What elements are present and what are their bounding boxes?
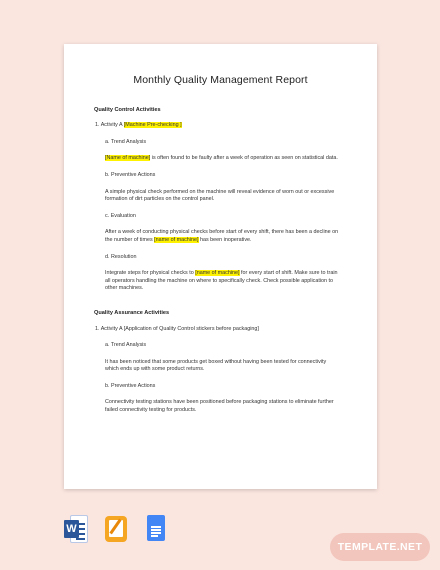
qa-trend-label: a. Trend Analysis (105, 342, 147, 349)
qc-resolution-text (94, 270, 347, 293)
qc-resolution-label: d. Resolution (105, 253, 137, 260)
placeholder-highlight: [Machine Pre-checking ] (123, 122, 182, 129)
section-heading-qc: Quality Control Activities (94, 106, 161, 113)
document-page (64, 44, 377, 489)
qc-resolution-body-b: for every start of shift. Make sure to train all operators handling the machine on where to specifically check. Check possible application to other machines. (105, 270, 338, 292)
section-heading-qa: Quality Assurance Activities (94, 309, 170, 316)
qc-evaluation-label: c. Evaluation (105, 212, 136, 219)
google-docs-icon[interactable] (144, 515, 168, 543)
qa-preventive-text: Connectivity testing stations have been positioned before packaging stations to eliminate further failed connectivity testing for products. (105, 399, 334, 414)
placeholder-highlight: [Name of machine] (105, 155, 151, 162)
qc-trend-text (94, 155, 347, 163)
qc-trend-body: is often found to be faulty after a week of operation as seen on statistical data. (150, 155, 338, 162)
qa-preventive-label: b. Preventive Actions (105, 382, 156, 389)
qc-evaluation-text (94, 229, 347, 244)
qc-evaluation-body-b: has been inoperative. (198, 236, 252, 243)
qc-preventive-label: b. Preventive Actions (105, 171, 156, 178)
qa-trend-text: It has been noticed that some products get boxed without having been tested for connectivity which ends up with some product returns. (105, 358, 327, 373)
qc-trend-label: a. Trend Analysis (105, 138, 147, 145)
qc-preventive-text: A simple physical check performed on the machine will reveal evidence of worn out or excessive formation of dirt particles on the control panel. (105, 188, 335, 203)
qa-activity: 1. Activity A [Application of Quality Control stickers before packaging] (95, 325, 259, 332)
qc-resolution-body-a: Integrate steps for physical checks to (105, 270, 196, 277)
placeholder-highlight: [name of machine] (154, 236, 199, 243)
qc-evaluation-body-a: After a week of conducting physical checks before start of every shift, there has been a decline on the number of times (105, 229, 339, 243)
brand-badge[interactable]: TEMPLATE.NET (330, 533, 430, 561)
app-icons (64, 515, 168, 543)
placeholder-highlight: [name of machine] (195, 270, 240, 277)
qc-activity-prefix: 1. Activity A (95, 122, 124, 129)
word-icon[interactable]: W (64, 515, 88, 543)
document-title: Monthly Quality Management Report (133, 74, 308, 86)
pages-icon[interactable] (104, 515, 128, 543)
qc-activity (94, 122, 347, 130)
